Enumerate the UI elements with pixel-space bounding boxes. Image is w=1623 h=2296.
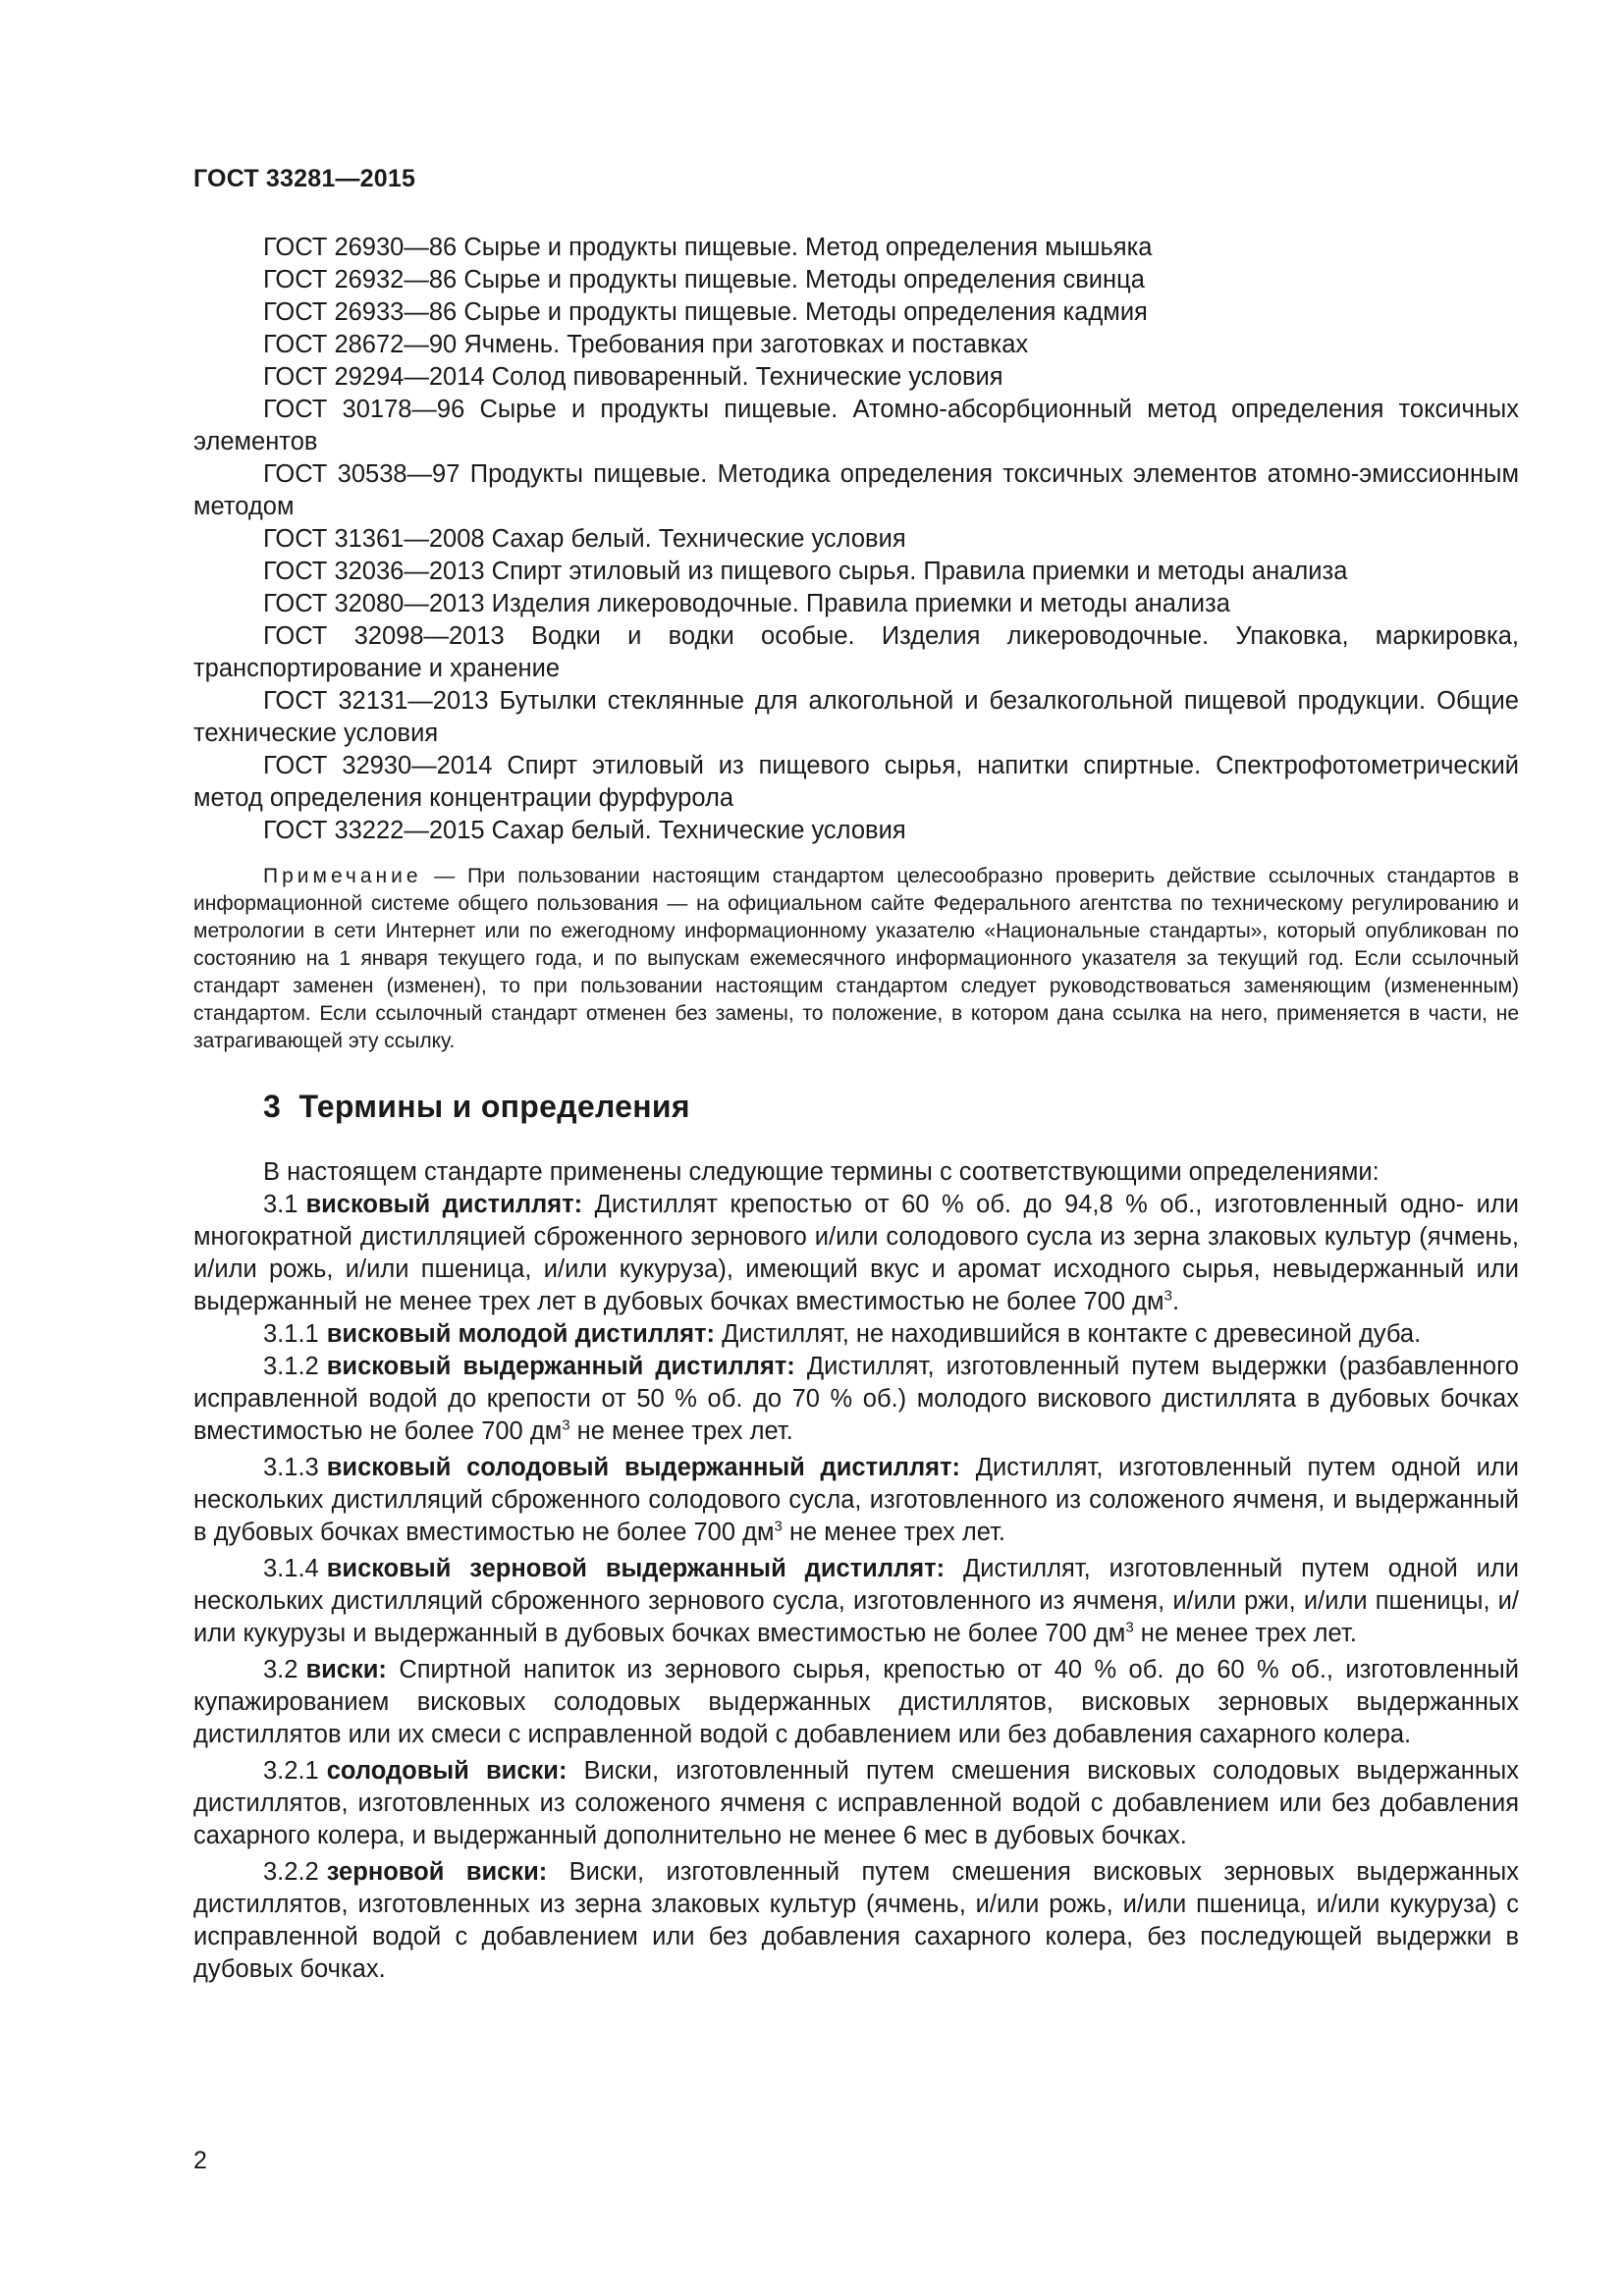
reference-item xyxy=(193,361,1519,394)
term-entry xyxy=(193,1755,1519,1852)
term-name: висковый молодой дистиллят: xyxy=(326,1320,716,1348)
reference-title: Сырье и продукты пищевые. Атомно-абсорбционный метод определения токсичных элементов xyxy=(193,396,1519,455)
term-number: 3.2.2 xyxy=(263,1858,319,1886)
section-heading xyxy=(263,1089,1519,1125)
note-text: — При пользовании настоящим стандартом целесообразно проверить действие ссылочных стандартов в информационной системе общего пользования — на официальном сайте Федерального агентства по техническому регулированию и метрологии в сети Интернет или по ежегодному информационному указателю «Национальные стандарты», который опубликован по состоянию на 1 января текущего года, и по выпускам ежемесячного информационного указателя за текущий год. Если ссылочный стандарт заменен (изменен), то при пользовании настоящим стандартом следует руководствоваться заменяющим (измененным) стандартом. Если ссылочный стандарт отменен без замены, то положение, в котором дана ссылка на него, применяется в части, не затрагивающей эту ссылку. xyxy=(193,865,1519,1052)
note-label: Примечание xyxy=(263,865,422,887)
term-name: виски: xyxy=(305,1656,387,1683)
reference-code: ГОСТ 33222—2015 xyxy=(263,817,485,844)
reference-title: Изделия ликероводочные. Правила приемки и методы анализа xyxy=(491,590,1230,617)
term-entry xyxy=(193,1189,1519,1318)
reference-code: ГОСТ 26930—86 xyxy=(263,234,458,261)
term-number: 3.1.2 xyxy=(263,1353,319,1380)
reference-title: Сырье и продукты пищевые. Методы определения свинца xyxy=(463,266,1145,294)
page-content xyxy=(193,232,1519,1986)
reference-code: ГОСТ 31361—2008 xyxy=(263,525,485,553)
reference-title: Бутылки стеклянные для алкогольной и безалкогольной пищевой продукции. Общие технические условия xyxy=(193,687,1519,747)
term-entry xyxy=(193,1553,1519,1650)
term-definition: Дистиллят, изготовленный путем одной или нескольких дистилляций сброженного зернового сусла, изготовленного из ячменя, и/или ржи, и/или пшеницы, и/или кукурузы и выдержанный в дубовых бочках вместимостью не более 700 дм xyxy=(193,1555,1519,1647)
term-superscript: 3 xyxy=(1125,1619,1134,1636)
term-definition: Дистиллят крепостью от 60 % об. до 94,8 % об., изготовленный одно- или многократной дистилляцией сброженного зернового и/или солодового сусла из зерна злаковых культур (ячмень, и/или рожь, и/или пшеница, и/или кукуруза), имеющий вкус и аромат исходного сырья, невыдержанный или выдержанный не менее трех лет в дубовых бочках вместимостью не более 700 дм xyxy=(193,1191,1520,1315)
term-name: солодовый виски: xyxy=(326,1757,568,1785)
reference-code: ГОСТ 32098—2013 xyxy=(263,622,505,650)
term-superscript: 3 xyxy=(774,1518,783,1535)
reference-item xyxy=(193,815,1519,847)
reference-item xyxy=(193,620,1519,685)
term-entry xyxy=(193,1654,1519,1751)
reference-code: ГОСТ 30538—97 xyxy=(263,460,460,488)
document-header: ГОСТ 33281—2015 xyxy=(193,165,416,192)
reference-item xyxy=(193,685,1519,750)
term-entry xyxy=(193,1318,1519,1351)
term-name: висковый выдержанный дистиллят: xyxy=(326,1353,795,1380)
term-number: 3.2 xyxy=(263,1656,298,1683)
reference-title: Продукты пищевые. Методика определения токсичных элементов атомно-эмиссионным методом xyxy=(193,460,1519,520)
reference-title: Сырье и продукты пищевые. Метод определения мышьяка xyxy=(463,234,1153,261)
reference-code: ГОСТ 30178—96 xyxy=(263,396,465,423)
term-name: висковый солодовый выдержанный дистиллят: xyxy=(326,1454,961,1481)
term-superscript: 3 xyxy=(562,1416,570,1434)
note-paragraph xyxy=(193,863,1519,1055)
reference-item xyxy=(193,556,1519,588)
reference-item xyxy=(193,523,1519,556)
reference-item xyxy=(193,588,1519,620)
term-definition: Дистиллят, не находившийся в контакте с древесиной дуба. xyxy=(722,1320,1422,1348)
term-definition: Дистиллят, изготовленный путем выдержки (разбавленного исправленной водой до крепости от 50 % об. до 70 % об.) молодого вискового дистиллята в дубовых бочках вместимостью не более 700 дм xyxy=(193,1353,1519,1445)
reference-code: ГОСТ 32036—2013 xyxy=(263,558,485,585)
section-title: Термины и определения xyxy=(298,1089,690,1124)
reference-code: ГОСТ 32930—2014 xyxy=(263,752,493,779)
reference-item xyxy=(193,750,1519,815)
reference-title: Спирт этиловый из пищевого сырья. Правила приемки и методы анализа xyxy=(491,558,1348,585)
page-number: 2 xyxy=(193,2147,207,2174)
term-number: 3.1.3 xyxy=(263,1454,319,1481)
term-entry xyxy=(193,1856,1519,1986)
term-definition: Дистиллят, изготовленный путем одной или нескольких дистилляций сброженного солодового сусла, изготовленного из соложеного ячменя, и выдержанный в дубовых бочках вместимостью не более 700 дм xyxy=(193,1454,1519,1546)
reference-title: Солод пивоваренный. Технические условия xyxy=(491,363,1003,391)
reference-code: ГОСТ 29294—2014 xyxy=(263,363,485,391)
term-tail: не менее трех лет. xyxy=(1133,1620,1357,1647)
term-entry xyxy=(193,1351,1519,1448)
term-name: висковый зерновой выдержанный дистиллят: xyxy=(326,1555,946,1582)
reference-title: Сахар белый. Технические условия xyxy=(491,817,906,844)
reference-code: ГОСТ 32131—2013 xyxy=(263,687,489,715)
reference-item xyxy=(193,329,1519,361)
reference-title: Сырье и продукты пищевые. Методы определения кадмия xyxy=(463,298,1148,326)
terms-list xyxy=(193,1189,1519,1986)
reference-code: ГОСТ 26933—86 xyxy=(263,298,458,326)
section-number: 3 xyxy=(263,1089,282,1124)
reference-title: Спирт этиловый из пищевого сырья, напитки спиртные. Спектрофотометрический метод определения концентрации фурфурола xyxy=(193,752,1519,812)
term-tail: не менее трех лет. xyxy=(569,1417,793,1445)
normative-references-list xyxy=(193,232,1519,847)
reference-code: ГОСТ 32080—2013 xyxy=(263,590,485,617)
term-entry xyxy=(193,1452,1519,1549)
reference-item xyxy=(193,394,1519,458)
term-number: 3.1.4 xyxy=(263,1555,319,1582)
section-intro: В настоящем стандарте применены следующие термины с соответствующими определениями: xyxy=(263,1158,1380,1186)
term-definition: Виски, изготовленный путем смешения висковых солодовых выдержанных дистиллятов, изготовленных из соложеного ячменя с исправленной водой с добавлением или без добавления сахарного колера, и выдержанный дополнительно не менее 6 мес в дубовых бочках. xyxy=(193,1757,1520,1849)
term-definition: Виски, изготовленный путем смешения висковых зерновых выдержанных дистиллятов, изготовленных из зерна злаковых культур (ячмень, и/или рожь, и/или пшеница, и/или кукуруза) с исправленной водой с добавлением или без добавления сахарного колера, без последующей выдержки в дубовых бочках. xyxy=(193,1858,1519,1983)
reference-title: Водки и водки особые. Изделия ликероводочные. Упаковка, маркировка, транспортирование и хранение xyxy=(193,622,1519,682)
term-name: висковый дистиллят: xyxy=(305,1191,583,1218)
reference-item xyxy=(193,458,1519,523)
term-tail: не менее трех лет. xyxy=(782,1519,1006,1546)
term-name: зерновой виски: xyxy=(326,1858,548,1886)
reference-item xyxy=(193,232,1519,264)
term-number: 3.2.1 xyxy=(263,1757,319,1785)
term-number: 3.1 xyxy=(263,1191,298,1218)
term-number: 3.1.1 xyxy=(263,1320,319,1348)
term-tail: . xyxy=(1171,1288,1180,1315)
term-superscript: 3 xyxy=(1163,1287,1172,1305)
term-definition: Спиртной напиток из зернового сырья, крепостью от 40 % об. до 60 % об., изготовленный купажированием висковых солодовых выдержанных дистиллятов, висковых зерновых выдержанных дистиллятов или их смеси с исправленной водой с добавлением или без добавления сахарного колера. xyxy=(193,1656,1519,1748)
reference-title: Ячмень. Требования при заготовках и поставках xyxy=(463,331,1029,358)
reference-code: ГОСТ 28672—90 xyxy=(263,331,458,358)
reference-title: Сахар белый. Технические условия xyxy=(491,525,906,553)
reference-item xyxy=(193,264,1519,296)
reference-code: ГОСТ 26932—86 xyxy=(263,266,458,294)
reference-item xyxy=(193,296,1519,329)
